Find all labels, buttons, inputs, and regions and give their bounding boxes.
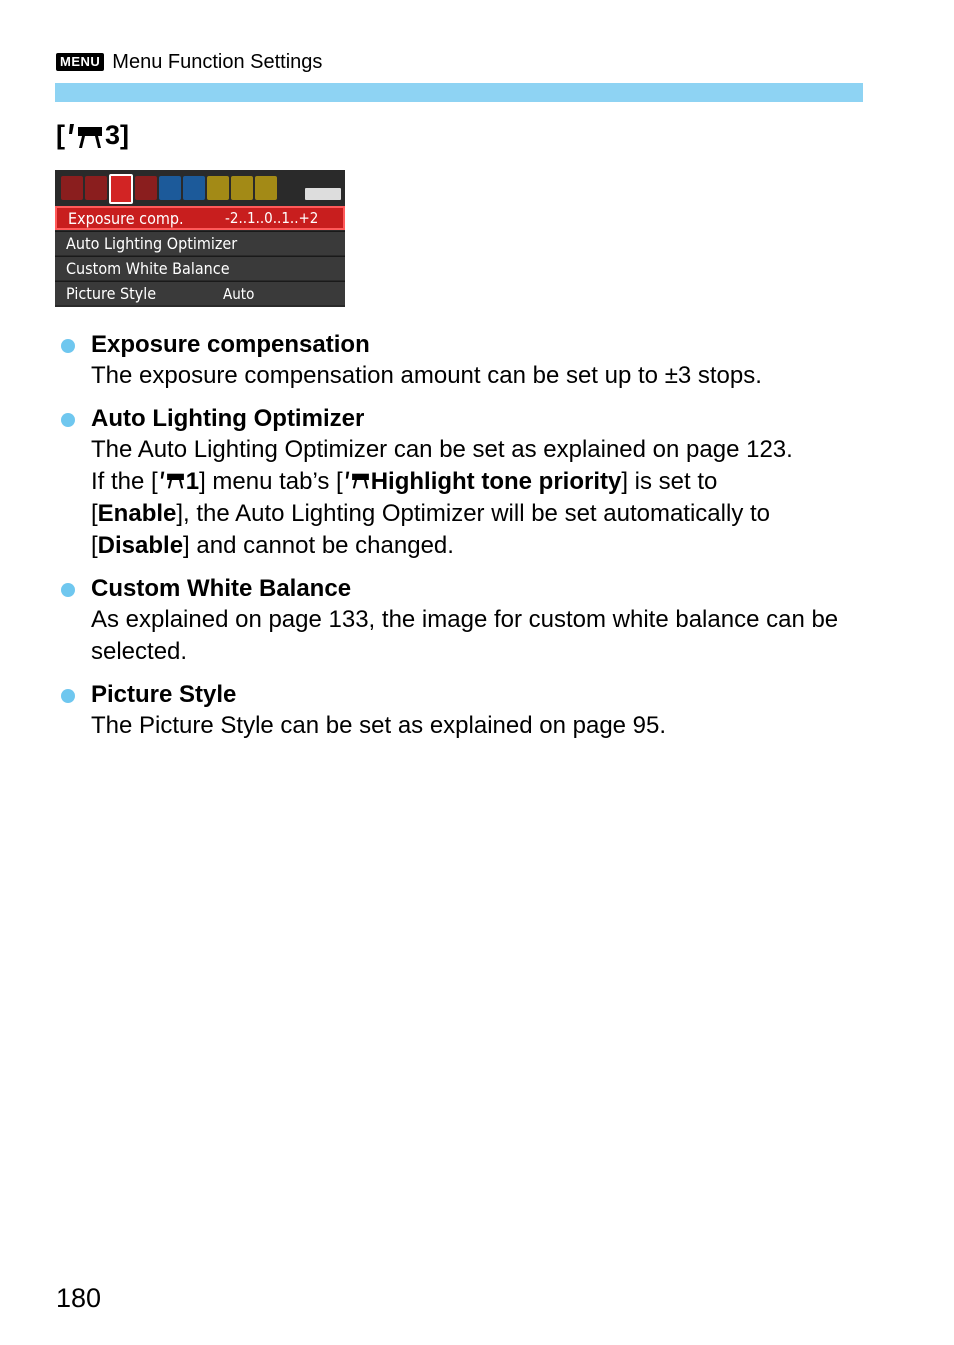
movie-camera-icon xyxy=(158,469,186,491)
section-tab-number: 3 xyxy=(105,120,121,150)
movie-camera-icon xyxy=(343,469,371,491)
item-desc: The exposure compensation amount can be set up to ±3 stops. xyxy=(91,362,762,389)
tab-playback-2[interactable] xyxy=(183,176,205,200)
menu-row-auto-lighting-optimizer[interactable] xyxy=(55,231,345,255)
movie-camera-icon xyxy=(65,122,105,150)
item-title: Picture Style xyxy=(91,681,237,708)
menu-row-exposure-comp[interactable] xyxy=(55,206,345,230)
bullet-icon xyxy=(61,339,75,353)
tab-movie-3[interactable] xyxy=(109,174,133,204)
disp-icon xyxy=(305,188,341,200)
tab-movie-2[interactable] xyxy=(85,176,107,200)
list-item-alo xyxy=(56,404,866,562)
section-title: [ 3 ] xyxy=(56,120,130,150)
tab-playback-1[interactable] xyxy=(159,176,181,200)
function-list xyxy=(56,330,866,754)
list-item-cwb xyxy=(56,574,866,668)
bullet-icon xyxy=(61,583,75,597)
bullet-icon xyxy=(61,689,75,703)
menu-row-label: Picture Style xyxy=(66,284,157,303)
item-desc: As explained on page 133, the image for custom white balance can be selected. xyxy=(91,606,839,665)
tab-setup-1[interactable] xyxy=(207,176,229,200)
tab-setup-2[interactable] xyxy=(231,176,253,200)
menu-badge: MENU xyxy=(56,53,104,71)
menu-tabs xyxy=(61,174,277,202)
list-item-picture-style xyxy=(56,680,866,742)
menu-row-custom-white-balance[interactable] xyxy=(55,256,345,280)
list-item-exposure xyxy=(56,330,866,392)
item-title: Custom White Balance xyxy=(91,575,352,602)
item-title: Exposure compensation xyxy=(91,331,370,358)
item-title: Auto Lighting Optimizer xyxy=(91,405,365,432)
header-accent-bar xyxy=(55,83,863,102)
item-desc: The Picture Style can be set as explained on page 95. xyxy=(91,712,667,739)
page-number: 180 xyxy=(56,1283,102,1313)
menu-row-label: Custom White Balance xyxy=(66,259,230,278)
menu-row-label: Auto Lighting Optimizer xyxy=(66,234,238,253)
menu-row-picture-style[interactable] xyxy=(55,281,345,305)
tab-movie-1[interactable] xyxy=(61,176,83,200)
camera-menu-screen xyxy=(55,170,345,307)
menu-row-value: Auto xyxy=(223,284,255,303)
tab-setup-3[interactable] xyxy=(255,176,277,200)
page-header xyxy=(56,50,322,74)
header-title: Menu Function Settings xyxy=(112,50,323,73)
menu-row-label: Exposure comp. xyxy=(68,208,184,228)
bullet-icon xyxy=(61,413,75,427)
menu-row-value: -2..1..0..1..+2 xyxy=(225,209,319,227)
item-desc: The Auto Lighting Optimizer can be set as explained on page 123. If the [ 1] menu tab’s [ Highlight tone priority] is set to [Enable], the Auto Lighting Optimizer will be set automatically to [Disable] and cannot be changed. xyxy=(91,436,793,559)
tab-shooting[interactable] xyxy=(135,176,157,200)
